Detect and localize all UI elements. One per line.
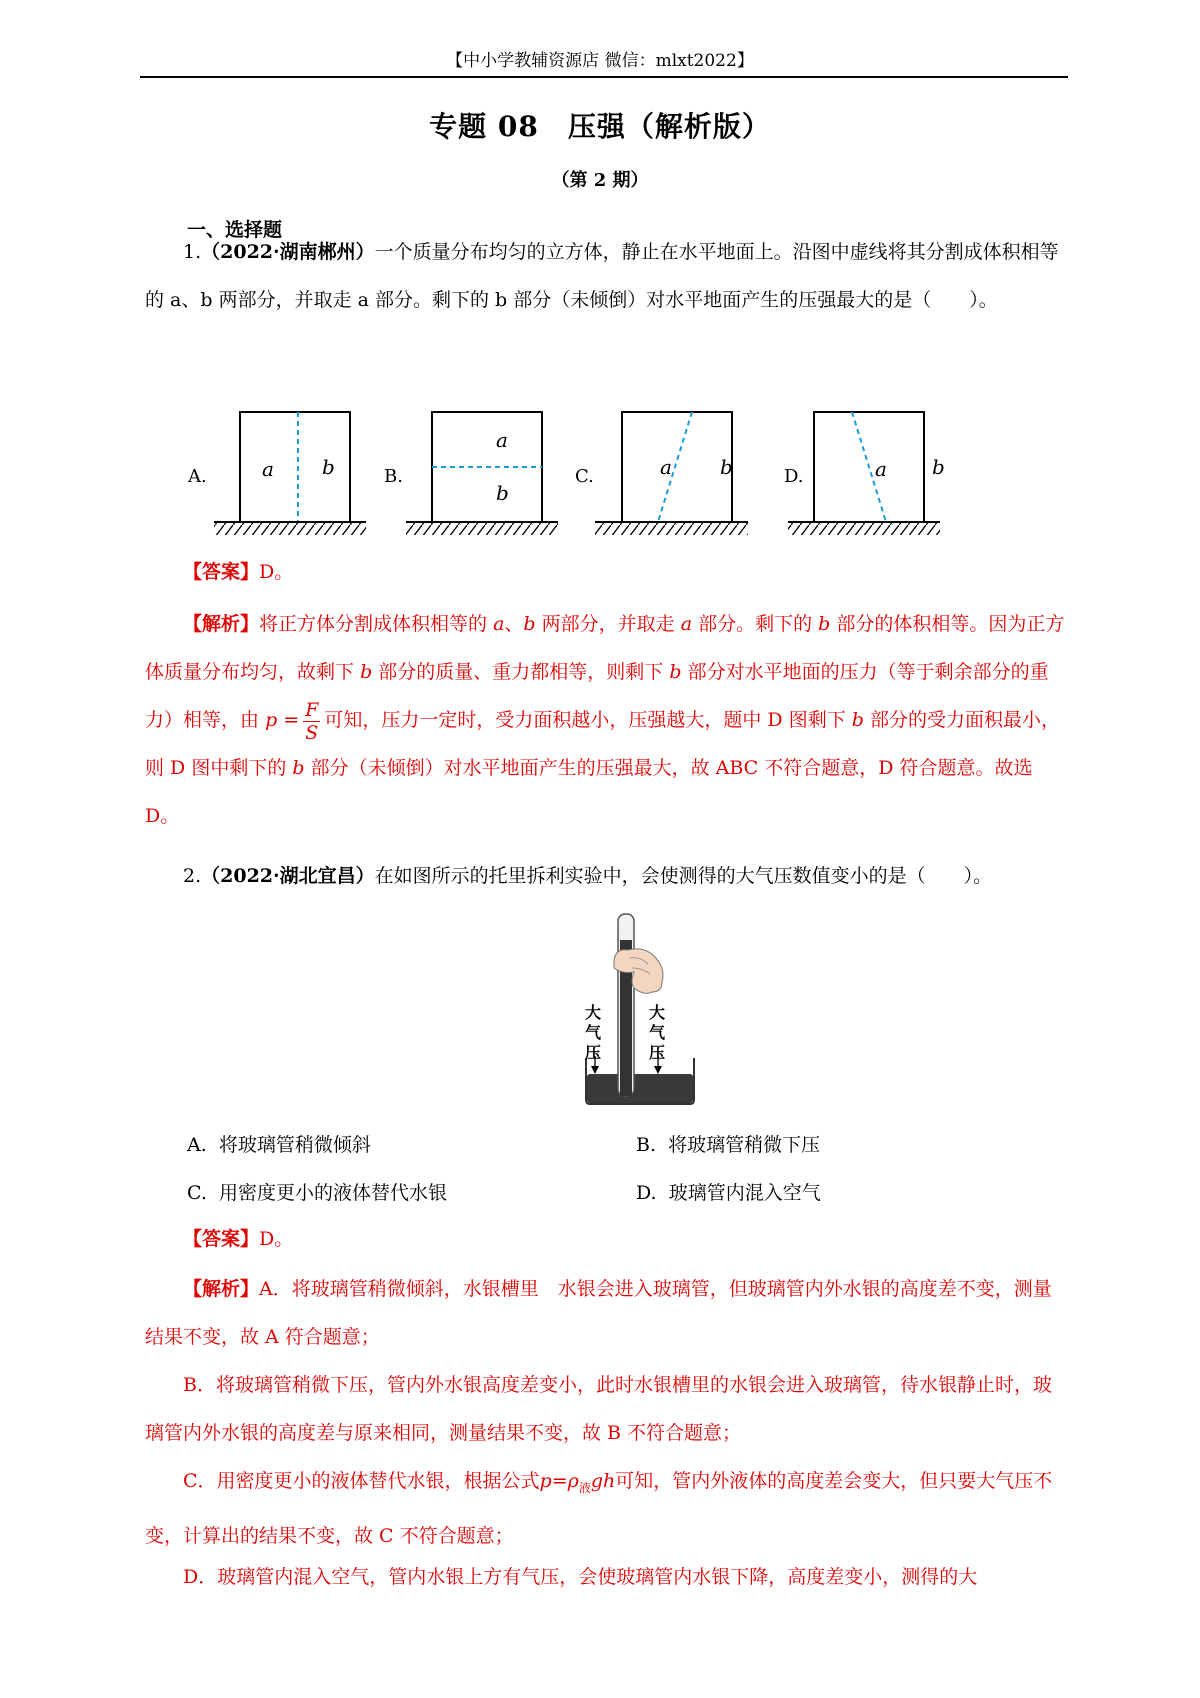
question-source: （2022·湖北宜昌） [201,865,375,887]
question-text: 一个质量分布均匀的立方体，静止在水平地面上。沿图中虚线将其分割成体积相等的 a、b 两部分，并取走 a 部分。剩下的 b 部分（未倾倒）对水平地面产生的压强最大的是（ ）。 [145,241,1059,311]
page-subtitle: （第 2 期） [551,170,649,191]
question-1-stem [145,228,1065,324]
option-c-part-a: a [660,455,672,479]
option-d-part-a: a [875,457,887,481]
option-b-figure [406,412,558,535]
answer-label: 【答案】 [183,561,260,583]
question-2-analysis-d: D．玻璃管内混入空气，管内水银上方有气压，会使玻璃管内水银下降，高度差变小，测得的大 [183,1566,978,1588]
option-b-label: B. [384,466,403,487]
option-a-part-b: b [322,455,335,479]
question-text: 在如图所示的托里拆利实验中，会使测得的大气压数值变小的是（ ）。 [374,865,993,887]
air-pressure-label-left: 大气压 [584,1003,601,1062]
question-2-stem [145,852,1065,900]
answer-value: D。 [259,1228,294,1250]
option-a-label: A. [188,466,207,487]
question-2-analysis-c: C．用密度更小的液体替代水银，根据公式$p=\rho_液gh$可知，管内外液体的高度差会变大，但只要大气压不变，计算出的结果不变，故 C 不符合题意； [145,1470,1053,1547]
question-1-answer [145,548,1065,596]
analysis-label: 【解析】 [183,1278,260,1300]
q2-option-d: D. 玻璃管内混入空气 [636,1182,821,1204]
answer-label: 【答案】 [183,1228,260,1250]
page-title: 专题 08 压强（解析版） [429,110,771,143]
option-d-figure [788,412,940,535]
question-2-analysis-a: 【解析】A．将玻璃管稍微倾斜，水银槽里 水银会进入玻璃管，但玻璃管内外水银的高度差不变，测量结果不变，故 A 符合题意； [145,1278,1052,1348]
option-d-label: D. [784,466,804,487]
option-b-part-a: a [496,428,508,452]
question-2-answer [145,1215,1065,1263]
air-pressure-label-right: 大气压 [648,1003,665,1062]
question-2-analysis-b: B．将玻璃管稍微下压，管内外水银高度差变小，此时水银槽里的水银会进入玻璃管，待水银静止时，玻璃管内外水银的高度差与原来相同，测量结果不变，故 B 不符合题意； [145,1374,1052,1444]
question-number: 1. [183,241,202,263]
pressure-formula-fraction: $\frac{F}{S}$ [305,698,319,744]
option-a-part-a: a [262,457,274,481]
option-b-part-b: b [496,481,509,505]
question-number: 2. [183,865,202,887]
q2-option-c: C. 用密度更小的液体替代水银 [187,1182,448,1204]
option-d-part-b: b [932,455,945,479]
question-1-analysis: 【解析】将正方体分割成体积相等的 a、b 两部分，并取走 a 部分。剩下的 b 部分的体积相等。因为正方体质量分布均匀，故剩下 b 部分的质量、重力都相等，则剩下 b 部分对水平地面的压力（等于剩余部分的重力）相等，由 p = $\frac{F}{S}$ 可知，压力一定时，受力面积越小，压强越大，题中 D 图剩下 b 部分的受力面积最小，则 D 图中剩下的 b 部分（未倾倒）对水平地面产生的压强最大，故 ABC 不符合题意，D 符合题意。故选 D。 [145,613,1065,827]
page-header: 【中小学教辅资源店 微信：mlxt2022】 [446,51,754,71]
section-heading: 一、选择题 [187,219,283,241]
option-a-figure [214,412,366,535]
q2-option-b: B. 将玻璃管稍微下压 [636,1134,821,1156]
header-rule [140,76,1068,78]
option-c-label: C. [575,466,594,487]
option-c-part-b: b [720,455,733,479]
q2-option-a: A. 将玻璃管稍微倾斜 [187,1134,371,1156]
analysis-label: 【解析】 [183,613,260,635]
formula-p: p [265,709,278,731]
answer-value: D。 [259,561,294,583]
question-source: （2022·湖南郴州） [201,241,375,263]
